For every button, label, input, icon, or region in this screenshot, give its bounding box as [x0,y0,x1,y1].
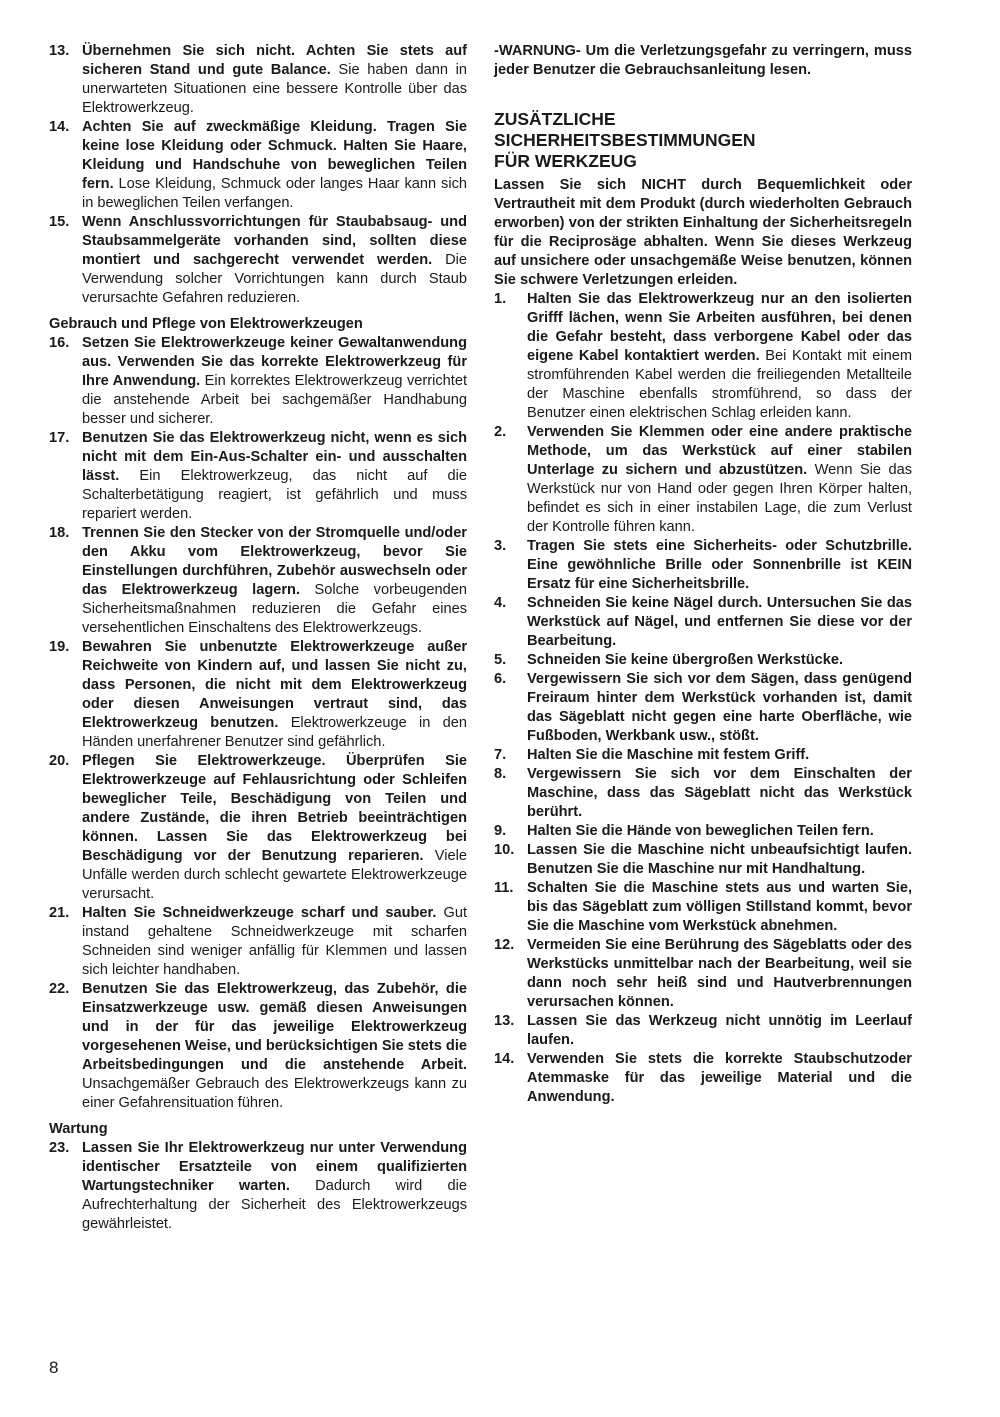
item-number: 7. [494,747,507,763]
item-bold-text: Schneiden Sie keine Nägel durch. Untersuchen Sie das Werkstück auf Nägel, und entfernen Sie diese vor der Bearbeitung. [527,595,912,649]
item-bold-text: Schneiden Sie keine übergroßen Werkstücke. [527,652,844,668]
item-bold-text: Lassen Sie das Werkzeug nicht unnötig im Leerlauf laufen. [527,1013,912,1048]
left-column [49,42,467,1234]
item-text [527,537,912,594]
list-item [494,936,912,1012]
item-regular-text: Viele Unfälle werden durch schlecht gewartete Elektrowerkzeuge verursacht. [82,848,467,902]
item-number: 19. [49,639,70,655]
item-bold-text: Übernehmen Sie sich nicht. Achten Sie stets auf sicheren Stand und gute Balance. [82,43,467,78]
item-text [527,765,912,822]
item-number: 15. [49,214,70,230]
item-number: 5. [494,652,507,668]
item-bold-text: Setzen Sie Elektrowerkzeuge keiner Gewaltanwendung aus. Verwenden Sie das korrekte Elektrowerkzeug für Ihre Anwendung. [82,335,467,389]
item-text [527,822,912,841]
item-text [82,638,467,752]
item-number: 14. [49,119,70,135]
item-bold-text: Verwenden Sie Klemmen oder eine andere praktische Methode, um das Werkstück auf einer stabilen Unterlage zu sichern und abzustützen. [527,424,912,478]
item-text [527,746,912,765]
item-bold-text: Halten Sie Schneidwerkzeuge scharf und sauber. [82,905,437,921]
item-regular-text: Solche vorbeugenden Sicherheitsmaßnahmen reduzieren die Gefahr eines versehentlichen Einschaltens des Elektrowerkzeugs. [82,582,467,636]
left-item-list-general [49,42,467,308]
right-item-list [494,290,912,1107]
item-regular-text: Sie haben dann in unerwarteten Situationen eine bessere Kontrolle über das Elektrowerkzeug. [82,62,467,116]
list-item [49,1139,467,1234]
list-item [494,765,912,822]
item-number: 3. [494,538,507,554]
item-number: 22. [49,981,70,997]
item-text [527,1012,912,1050]
subhead-use-and-care: Gebrauch und Pflege von Elektrowerkzeugen [49,316,363,332]
list-item [49,524,467,638]
list-item [494,1012,912,1050]
list-item [494,746,912,765]
item-number: 23. [49,1140,70,1156]
item-text [82,213,467,308]
item-bold-text: Achten Sie auf zweckmäßige Kleidung. Tragen Sie keine lose Kleidung oder Schmuck. Halten Sie Haare, Kleidung und Handschuhe von beweglichen Teilen fern. [82,119,467,192]
item-number: 21. [49,905,70,921]
subhead-service: Wartung [49,1121,108,1137]
item-number: 6. [494,671,507,687]
item-text [82,118,467,213]
item-number: 13. [49,43,70,59]
item-regular-text: Wenn Sie das Werkstück nur von Hand oder gegen Ihren Körper halten, befindet es sich in einer instabilen Lage, die zum Verlust der Kontrolle führen kann. [527,462,912,535]
item-regular-text: Ein Elektrowerkzeug, das nicht auf die Schalterbetätigung reagiert, ist gefährlich und muss repariert werden. [82,468,467,522]
list-item [49,42,467,118]
list-item [494,1050,912,1107]
item-text [82,1139,467,1234]
item-bold-text: Halten Sie die Maschine mit festem Griff. [527,747,810,763]
item-bold-text: Wenn Anschlussvorrichtungen für Staubabsaug- und Staubsammelgeräte vorhanden sind, sollten diese montiert und sachgerecht verwendet werden. [82,214,467,268]
item-number: 9. [494,823,507,839]
item-regular-text: Lose Kleidung, Schmuck oder langes Haar kann sich in beweglichen Teilen verfangen. [82,176,467,211]
section-heading-line-1: ZUSÄTZLICHE [494,109,616,129]
item-bold-text: Lassen Sie Ihr Elektrowerkzeug nur unter Verwendung identischer Ersatzteile von einem qualifizierten Wartungstechniker warten. [82,1140,467,1194]
item-bold-text: Trennen Sie den Stecker von der Stromquelle und/oder den Akku vom Elektrowerkzeug, bevor Sie Einstellungen durchführen, Zubehör auswechseln oder das Elektrowerkzeug lagern. [82,525,467,598]
item-text [82,334,467,429]
section-heading [494,109,912,172]
item-text [527,841,912,879]
item-text [82,752,467,904]
item-text [82,524,467,638]
right-column [494,42,912,1107]
item-regular-text: Die Verwendung solcher Vorrichtungen kann durch Staub verursachte Gefahren reduzieren. [82,252,468,306]
list-item [49,429,467,524]
item-bold-text: Tragen Sie stets eine Sicherheits- oder Schutzbrille. Eine gewöhnliche Brille oder Sonnenbrille ist KEIN Ersatz für eine Sicherheitsbrille. [527,538,912,592]
item-regular-text: Bei Kontakt mit einem stromführenden Kabel werden die freiliegenden Metallteile der Maschine ebenfalls stromführend, so dass der Benutzer einen elektrischen Schlag erleiden kann. [527,348,912,421]
list-item [49,904,467,980]
item-bold-text: Bewahren Sie unbenutzte Elektrowerkzeuge außer Reichweite von Kindern auf, und lassen Sie nicht zu, dass Personen, die nicht mit dem Elektrowerkzeug oder diesen Anweisungen vertraut sind, das Elektrowerkzeug benutzen. [82,639,467,731]
item-bold-text: Pflegen Sie Elektrowerkzeuge. Überprüfen Sie Elektrowerkzeuge auf Fehlausrichtung oder Schleifen beweglicher Teile, Beschädigung von Teilen und andere Zustände, die ihren Betrieb beeinträchtigen können. Lassen Sie das Elektrowerkzeug bei Beschädigung vor der Benutzung reparieren. [82,753,467,864]
item-text [527,423,912,537]
item-bold-text: Lassen Sie die Maschine nicht unbeaufsichtigt laufen. Benutzen Sie die Maschine nur mit Handhaltung. [527,842,912,877]
list-item [49,334,467,429]
list-item [494,879,912,936]
list-item [49,213,467,308]
item-text [527,594,912,651]
item-number: 20. [49,753,70,769]
item-text [527,879,912,936]
item-number: 18. [49,525,70,541]
item-bold-text: Vergewissern Sie sich vor dem Sägen, dass genügend Freiraum hinter dem Werkstück vorhanden ist, damit das Sägeblatt nicht gegen eine harte Oberfläche, wie Fußboden, Werkbank usw., stößt. [527,671,912,744]
item-regular-text: Gut instand gehaltene Schneidwerkzeuge mit scharfen Schneiden sind weniger anfällig für Klemmen und lassen sich leichter handhaben. [82,905,467,978]
list-item [494,594,912,651]
list-item [494,822,912,841]
list-item [49,118,467,213]
item-text [82,980,467,1113]
item-text [527,936,912,1012]
item-text [82,904,467,980]
item-number: 16. [49,335,70,351]
item-bold-text: Vermeiden Sie eine Berührung des Sägeblatts oder des Werkstücks unmittelbar nach der Bearbeitung, weil sie dann noch sehr heiß sind und Hautverbrennungen verursachen können. [527,937,912,1010]
list-item [494,537,912,594]
item-bold-text: Verwenden Sie stets die korrekte Staubschutzoder Atemmaske für das jeweilige Material und die Anwendung. [527,1051,912,1105]
item-text [527,290,912,423]
item-text [527,651,912,670]
item-bold-text: Halten Sie das Elektrowerkzeug nur an den isolierten Grifff lächen, wenn Sie Arbeiten ausführen, bei denen die Gefahr besteht, dass verborgene Kabel oder das eigene Kabel kontaktiert werden. [527,291,912,364]
item-bold-text: Benutzen Sie das Elektrowerkzeug, das Zubehör, die Einsatzwerkzeuge usw. gemäß diesen Anweisungen und in der für das jeweilige Elektrowerkzeug vorgesehenen Weise, und berücksichtigen Sie stets die Arbeitsbedingungen und die anstehende Arbeit. [82,981,467,1073]
item-bold-text: Vergewissern Sie sich vor dem Einschalten der Maschine, dass das Sägeblatt nicht das Werkstück berührt. [527,766,912,820]
list-item [494,841,912,879]
item-number: 8. [494,766,507,782]
item-number: 10. [494,842,515,858]
list-item [49,980,467,1113]
item-number: 12. [494,937,515,953]
item-bold-text: Schalten Sie die Maschine stets aus und warten Sie, bis das Sägeblatt zum völligen Stillstand kommt, bevor Sie die Maschine vom Werkstück abnehmen. [527,880,912,934]
list-item [49,752,467,904]
item-regular-text: Ein korrektes Elektrowerkzeug verrichtet die anstehende Arbeit bei sachgemäßer Handhabung besser und sicherer. [82,373,467,427]
item-number: 2. [494,424,507,440]
warning-paragraph: -WARNUNG- Um die Verletzungsgefahr zu verringern, muss jeder Benutzer die Gebrauchsanleitung lesen. [494,43,912,78]
item-bold-text: Benutzen Sie das Elektrowerkzeug nicht, wenn es sich nicht mit dem Ein-Aus-Schalter ein- und ausschalten lässt. [82,430,467,484]
item-number: 17. [49,430,70,446]
left-item-list-care [49,334,467,1113]
item-text [82,42,467,118]
item-text [527,670,912,746]
item-number: 4. [494,595,507,611]
list-item [494,651,912,670]
item-bold-text: Halten Sie die Hände von beweglichen Teilen fern. [527,823,874,839]
section-heading-line-3: FÜR WERKZEUG [494,151,637,171]
section-heading-line-2: SICHERHEITSBESTIMMUNGEN [494,130,756,150]
page-number: 8 [49,1358,59,1377]
left-item-list-service [49,1139,467,1234]
item-number: 11. [494,880,514,896]
item-text [82,429,467,524]
intro-paragraph: Lassen Sie sich NICHT durch Bequemlichkeit oder Vertrautheit mit dem Produkt (durch wiederholten Gebrauch erworben) von der strikten Einhaltung der Sicherheitsregeln für die Reciprosäge abhalten. Wenn Sie dieses Werkzeug auf unsichere oder unsachgemäße Weise benutzen, können Sie schwere Verletzungen erleiden. [494,177,912,288]
item-text [527,1050,912,1107]
item-number: 1. [494,291,507,307]
list-item [49,638,467,752]
list-item [494,290,912,423]
list-item [494,670,912,746]
item-number: 14. [494,1051,515,1067]
item-regular-text: Dadurch wird die Aufrechterhaltung der Sicherheit des Elektrowerkzeugs gewährleistet. [82,1178,467,1232]
list-item [494,423,912,537]
item-regular-text: Elektrowerkzeuge in den Händen unerfahrener Benutzer sind gefährlich. [82,715,467,750]
item-regular-text: Unsachgemäßer Gebrauch des Elektrowerkzeugs kann zu einer Gefahrensituation führen. [82,1076,467,1111]
item-number: 13. [494,1013,515,1029]
